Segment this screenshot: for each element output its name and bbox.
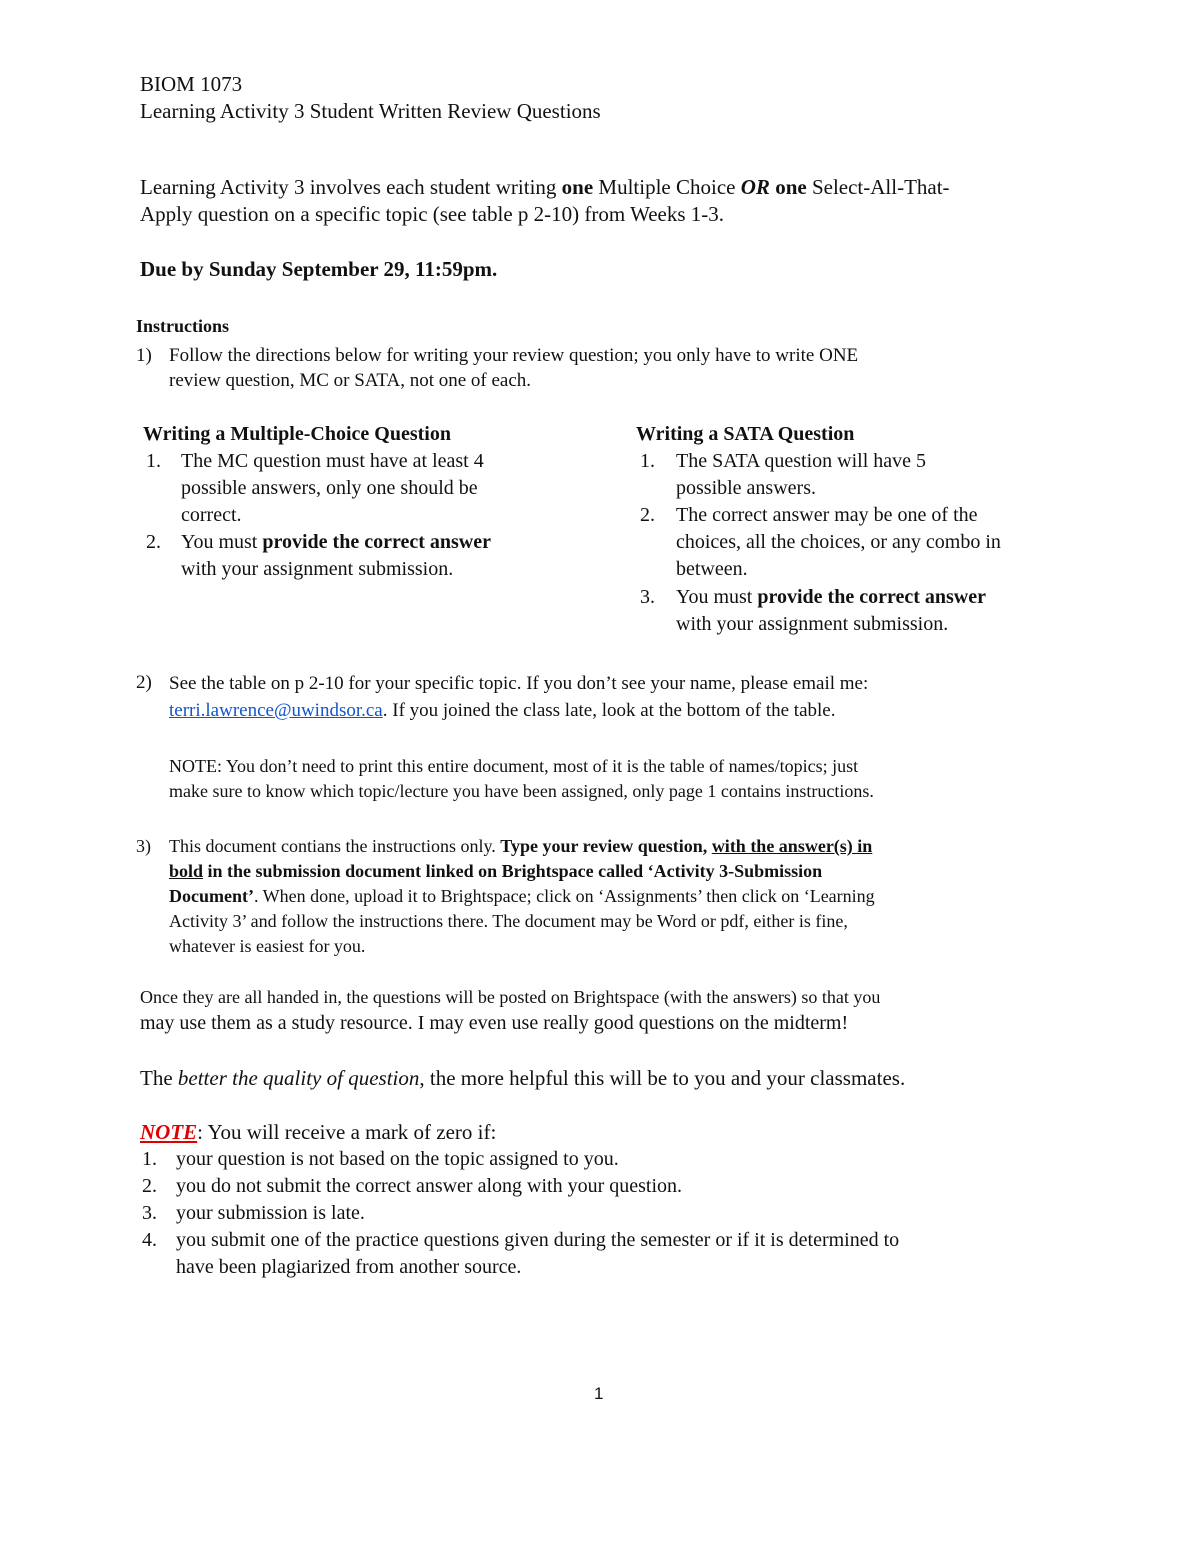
instruction-bold-underline: with the answer(s) in <box>711 836 873 856</box>
intro-or: OR <box>740 175 770 199</box>
list-number: 3) <box>136 836 151 856</box>
zero-item-text: your question is not based on the topic assigned to you. <box>176 1148 619 1170</box>
closing-line-2: may use them as a study resource. I may even use really good questions on the midterm! <box>140 1012 849 1034</box>
list-number: 1. <box>146 450 161 472</box>
intro-bold-one: one <box>775 175 807 199</box>
mc-item-text: possible answers, only one should be <box>181 477 478 499</box>
sata-item-text: between. <box>676 558 748 580</box>
instruction-bold: in the submission document linked on Brightspace called ‘Activity 3-Submission <box>203 861 823 881</box>
zero-note-heading <box>140 1119 496 1146</box>
page-number: 1 <box>594 1384 604 1403</box>
instruction-bold-underline: bold <box>169 861 204 881</box>
mc-item-text: The MC question must have at least 4 <box>181 450 484 472</box>
list-number: 2. <box>146 531 161 553</box>
mc-item-text: correct. <box>181 504 242 526</box>
intro-bold-one: one <box>561 175 594 199</box>
intro-text: Select-All-That- <box>806 175 950 199</box>
instruction-text: review question, MC or SATA, not one of each. <box>169 370 532 391</box>
sata-item-text: with your assignment submission. <box>676 613 949 635</box>
zero-note-text: : You will receive a mark of zero if: <box>197 1120 497 1144</box>
quality-emphasis: better the quality of question <box>177 1066 420 1090</box>
intro-paragraph <box>140 174 950 228</box>
instruction-bold: Document’ <box>169 886 254 906</box>
intro-text: Learning Activity 3 involves each student writing <box>140 175 562 199</box>
instruction-text: See the table on p 2-10 for your specific topic. If you don’t see your name, please email me: <box>169 673 869 694</box>
zero-item-text: your submission is late. <box>176 1202 365 1224</box>
intro-text-line2: Apply question on a specific topic (see table p 2-10) from Weeks 1-3. <box>140 202 725 226</box>
list-number: 3. <box>640 586 655 608</box>
closing-line-1: Once they are all handed in, the questions will be posted on Brightspace (with the answers) so that you <box>140 987 881 1007</box>
instruction-text: Follow the directions below for writing your review question; you only have to write ONE <box>169 345 859 366</box>
instruction-text: . When done, upload it to Brightspace; click on ‘Assignments’ then click on ‘Learning <box>253 886 875 906</box>
list-number: 2) <box>136 672 152 693</box>
email-link[interactable]: terri.lawrence@uwindsor.ca <box>169 700 383 721</box>
quality-text: The <box>140 1066 178 1090</box>
instruction-text: This document contians the instructions only. <box>169 836 501 856</box>
instructions-heading: Instructions <box>136 316 230 336</box>
list-number: 1. <box>142 1148 157 1170</box>
course-code: BIOM 1073 <box>140 72 243 96</box>
document-title: Learning Activity 3 Student Written Review Questions <box>140 99 601 123</box>
zero-item-text: you submit one of the practice questions given during the semester or if it is determined to <box>176 1229 900 1251</box>
sata-item-text: You must <box>676 586 758 608</box>
zero-item-text: have been plagiarized from another source. <box>176 1256 522 1278</box>
list-number: 3. <box>142 1202 157 1224</box>
list-number: 4. <box>142 1229 157 1251</box>
instruction-text: . If you joined the class late, look at the bottom of the table. <box>382 700 836 721</box>
mc-heading: Writing a Multiple-Choice Question <box>143 423 451 445</box>
sata-item-text: possible answers. <box>676 477 816 499</box>
instruction-text: whatever is easiest for you. <box>169 936 366 956</box>
zero-item-text: you do not submit the correct answer along with your question. <box>176 1175 683 1197</box>
sata-item-bold: provide the correct answer <box>757 586 986 608</box>
mc-item-text: with your assignment submission. <box>181 558 454 580</box>
sata-item-text: The SATA question will have 5 <box>676 450 927 472</box>
list-number: 1. <box>640 450 655 472</box>
list-number: 2. <box>142 1175 157 1197</box>
instruction-text: Activity 3’ and follow the instructions there. The document may be Word or pdf, either is fine, <box>169 911 848 931</box>
note-label: NOTE <box>140 1120 198 1144</box>
print-note <box>169 754 874 804</box>
sata-heading: Writing a SATA Question <box>636 423 855 445</box>
list-number: 2. <box>640 504 655 526</box>
mc-item-text: You must <box>181 531 263 553</box>
sata-item-text: The correct answer may be one of the <box>676 504 978 526</box>
sata-item-text: choices, all the choices, or any combo in <box>676 531 1001 553</box>
note-text: make sure to know which topic/lecture you have been assigned, only page 1 contains instructions. <box>169 781 874 801</box>
due-date: Due by Sunday September 29, 11:59pm. <box>140 257 498 281</box>
note-text: NOTE: You don’t need to print this entire document, most of it is the table of names/topics; just <box>169 756 859 776</box>
quality-paragraph <box>140 1065 905 1092</box>
quality-text: , the more helpful this will be to you and your classmates. <box>419 1066 906 1090</box>
mc-item-bold: provide the correct answer <box>262 531 491 553</box>
instruction-bold: Type your review question, <box>500 836 712 856</box>
list-number: 1) <box>136 345 152 366</box>
intro-text: Multiple Choice <box>593 175 741 199</box>
